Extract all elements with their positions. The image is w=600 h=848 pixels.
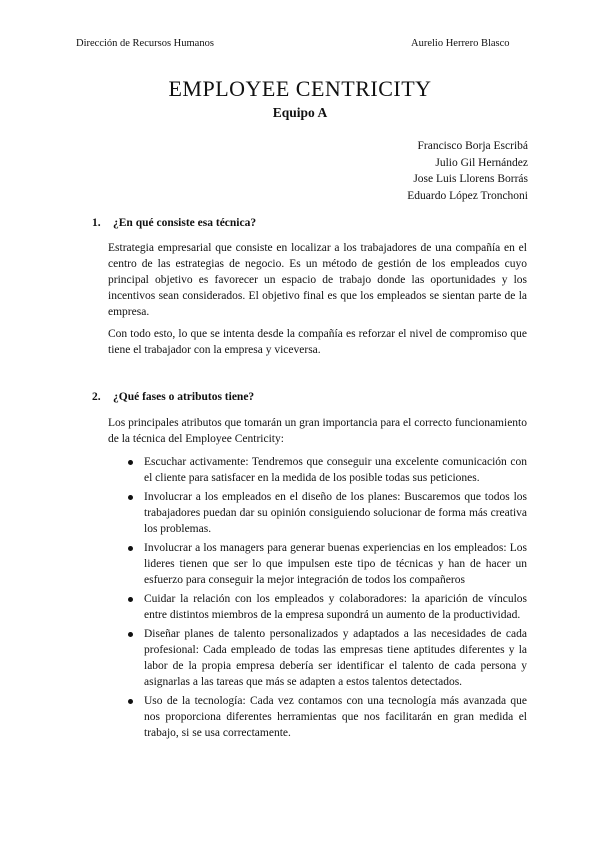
author-name: Francisco Borja Escribá (417, 140, 528, 152)
header-department: Dirección de Recursos Humanos (76, 38, 214, 49)
list-item (108, 626, 527, 690)
list-item (108, 540, 527, 588)
list-item-text: Involucrar a los managers para generar buenas experiencias en los empleados: Los lideres tienen que ser lo que impulsen este tipo de técnicas y han de hacer un esfuerzo para conseguir la mejor integración de todos los compañeros (144, 542, 527, 586)
list-item-text: Diseñar planes de talento personalizados y adaptados a las necesidades de cada profesional: Cada empleado de todas las empresas tiene aptitudes diferentes y la labor de la propia empresa debería ser identificar el talento de cada persona y asignarlas a las tareas que más se adapten a estos talentos detectados. (144, 628, 527, 688)
section-1-number: 1. (92, 217, 101, 229)
section-2-number: 2. (92, 391, 101, 403)
section-2-title: ¿Qué fases o atributos tiene? (113, 391, 255, 403)
list-item-text: Cuidar la relación con los empleados y colaboradores: la aparición de vínculos entre distintos miembros de la empresa supondrá un aumento de la productividad. (144, 593, 527, 621)
author-name: Eduardo López Tronchoni (407, 189, 528, 202)
section-1-paragraph: Estrategia empresarial que consiste en localizar a los trabajadores de una compañía en el centro de las estrategias de negocio. Es un método de gestión de los empleados cuyo principal objetivo es favorecer un espacio de trabajo donde las oportunidades y los incentivos sean considerados. El objetivo final es que los empleados se sientan parte de la empresa. (108, 242, 527, 318)
document-title: EMPLOYEE CENTRICITY (168, 76, 432, 101)
bullet-icon (128, 699, 133, 704)
bullet-icon (128, 597, 133, 602)
section-2-intro: Los principales atributos que tomarán un gran importancia para el correcto funcionamiento de la técnica del Employee Centricity: (108, 417, 527, 445)
document-subtitle: Equipo A (272, 105, 328, 120)
list-item-text: Uso de la tecnología: Cada vez contamos con una tecnología más avanzada que nos proporciona diferentes herramientas que nos facilitarán en gran medida el trabajo, si se usa correctamente. (144, 695, 527, 739)
list-item-text: Escuchar activamente: Tendremos que conseguir una excelente comunicación con el cliente para satisfacer en la medida de los posible todas sus peticiones. (144, 456, 527, 484)
list-item (108, 489, 527, 537)
bullet-icon (128, 546, 133, 551)
list-item (108, 591, 527, 623)
section-1-paragraph: Con todo esto, lo que se intenta desde la compañía es reforzar el nivel de compromiso que tiene el trabajador con la empresa y viceversa. (108, 328, 527, 356)
author-name: Julio Gil Hernández (435, 156, 528, 169)
list-item (108, 454, 527, 486)
attributes-list (108, 454, 527, 744)
section-1-title: ¿En qué consiste esa técnica? (113, 217, 257, 229)
bullet-icon (128, 460, 133, 465)
author-name: Jose Luis Llorens Borrás (413, 173, 528, 185)
authors-list (407, 138, 528, 204)
section-2-heading (92, 391, 254, 403)
bullet-icon (128, 495, 133, 500)
list-item-text: Involucrar a los empleados en el diseño de los planes: Buscaremos que todos los trabajadores puedan dar su opinión consiguiendo solucionar de forma más creativa los problemas. (144, 491, 527, 535)
list-item (108, 693, 527, 741)
header-author: Aurelio Herrero Blasco (411, 38, 510, 49)
bullet-icon (128, 632, 133, 637)
section-1-heading (92, 217, 256, 229)
